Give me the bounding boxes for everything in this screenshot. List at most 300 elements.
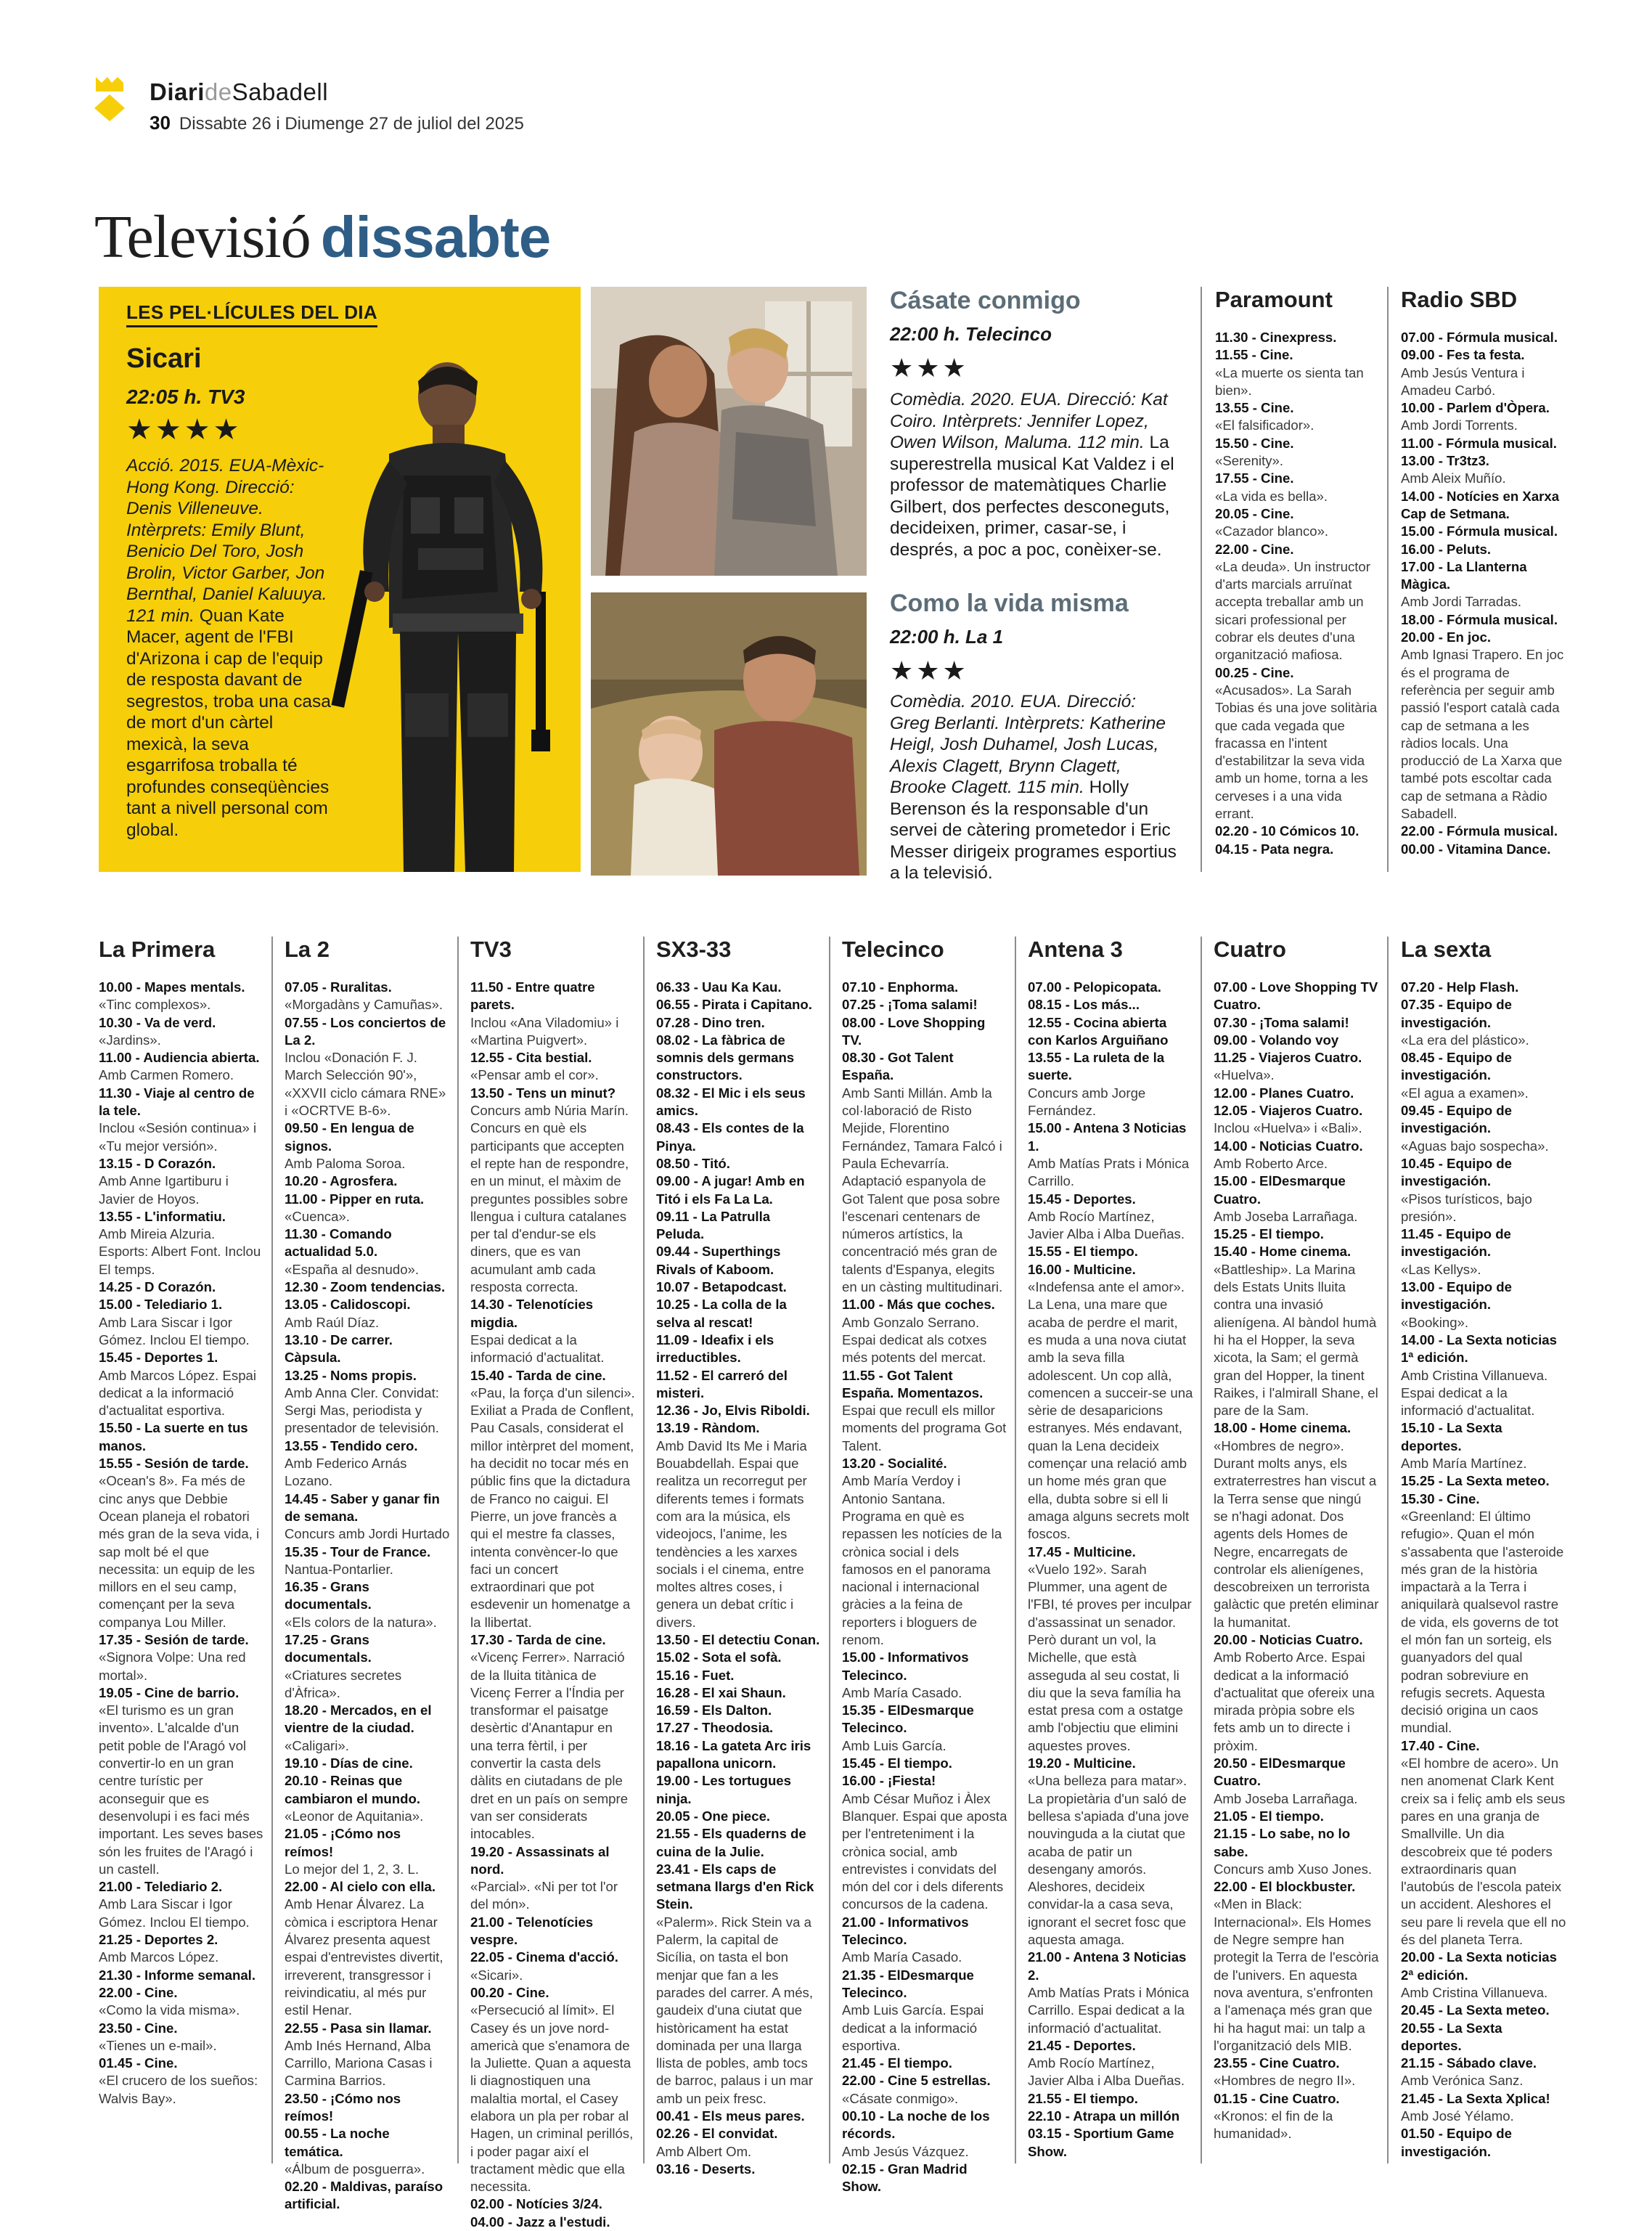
program-entry	[842, 1702, 1007, 1755]
program-time-title: 21.55 - Els quaderns de cuina de la Julie.	[656, 1826, 806, 1859]
film-description: Comèdia. 2010. EUA. Direcció: Greg Berlanti. Intèrprets: Katherine Heigl, Josh Duhamel, Josh Lucas, Alexis Clagett, Brynn Clagett, Brooke Clagett. 115 min. Holly Berenson és la responsable d'un servei de càtering prometedor i Eric Messer dirigeix programes esportius a la televisió.	[890, 692, 1177, 883]
program-list	[1028, 979, 1193, 2161]
program-entry	[99, 1155, 264, 1208]
channel-radio-sbd	[1401, 287, 1566, 858]
program-time-title: 15.10 - La Sexta deportes.	[1401, 1420, 1502, 1453]
program-entry	[470, 979, 636, 1049]
program-description: «El turismo es un gran invento». L'alcalde d'un petit poble de l'Aragó vol convertir-lo en un gran centre turístic per aconseguir que es desenvolupi i es faci més important. Les seves bases són les fruites de l'Aragó i un castell.	[99, 1702, 263, 1877]
program-time-title: 13.05 - Calidoscopi.	[285, 1297, 411, 1313]
program-time-title: 00.55 - La noche temática.	[285, 2126, 390, 2159]
program-entry	[1401, 1472, 1566, 1490]
program-entry	[470, 1914, 636, 1949]
program-entry	[842, 979, 1007, 996]
program-entry	[656, 1032, 822, 1085]
program-time-title: 12.00 - Planes Cuatro.	[1214, 1085, 1354, 1101]
program-entry	[285, 1119, 450, 1172]
program-description: Nantua-Pontarlier.	[285, 1561, 393, 1577]
program-entry	[1214, 1138, 1379, 1173]
program-time-title: 15.00 - Telediario 1.	[99, 1297, 223, 1313]
program-entry	[1028, 2090, 1193, 2108]
featured-film-box	[99, 287, 581, 872]
program-time-title: 08.43 - Els contes de la Pinya.	[656, 1120, 804, 1154]
program-time-title: 10.25 - La colla de la selva al rescat!	[656, 1297, 787, 1330]
program-time-title: 08.45 - Equipo de investigación.	[1401, 1050, 1512, 1083]
program-description: Amb Rocío Martínez, Javier Alba i Alba Dueñas.	[1028, 2055, 1185, 2089]
program-time-title: 14.25 - D Corazón.	[99, 1279, 216, 1295]
program-entry	[285, 2125, 450, 2178]
program-time-title: 15.35 - ElDesmarque Telecinco.	[842, 1702, 974, 1736]
program-list	[1401, 329, 1566, 858]
program-entry	[842, 1049, 1007, 1296]
program-description: Amb Anna Cler. Convidat: Sergi Mas, periodista y presentador de televisión.	[285, 1384, 439, 1436]
program-description: «Greenland: El último refugio». Quan el món s'assabenta que l'asteroide més gran de la història impactarà a la Terra i aniquilarà qualsevol rastre de vida, els governs de tot el món fan un sorteig, els guanyadors del qual podran sobreviure en refugis secrets. Aquesta decisió origina un caos mundial.	[1401, 1508, 1564, 1736]
program-time-title: 19.05 - Cine de barrio.	[99, 1684, 240, 1700]
program-description: «La vida es bella».	[1215, 488, 1328, 504]
program-entry	[656, 1861, 822, 2108]
program-time-title: 19.00 - Les tortugues ninja.	[656, 1773, 791, 1806]
program-time-title: 15.35 - Tour de France.	[285, 1543, 431, 1559]
program-entry	[1401, 488, 1566, 523]
program-entry	[99, 2055, 264, 2108]
channel-name: La 2	[285, 937, 330, 962]
program-entry	[1401, 2125, 1566, 2161]
program-time-title: 11.00 - Fórmula musical.	[1401, 435, 1557, 451]
program-time-title: 15.45 - Deportes 1.	[99, 1350, 218, 1366]
program-description: Amb Jordi Torrents.	[1401, 417, 1518, 433]
program-entry	[1214, 2090, 1379, 2143]
program-entry	[285, 1772, 450, 1825]
program-description: «Huelva».	[1214, 1067, 1275, 1083]
program-time-title: 21.15 - Sábado clave.	[1401, 2055, 1537, 2071]
channel-telecinco	[842, 937, 1007, 2195]
program-time-title: 17.55 - Cine.	[1215, 470, 1294, 486]
program-entry	[470, 1843, 636, 1914]
program-time-title: 09.00 - A jugar! Amb en Titó i els Fa La La.	[656, 1173, 805, 1207]
program-entry	[1401, 346, 1566, 399]
program-description: Amb Albert Om.	[656, 2143, 752, 2159]
program-time-title: 16.35 - Grans documentals.	[285, 1579, 372, 1612]
column-divider	[457, 937, 459, 2163]
program-time-title: 15.50 - La suerte en tus manos.	[99, 1420, 248, 1453]
program-entry	[285, 1825, 450, 1878]
program-time-title: 15.45 - Deportes.	[1028, 1191, 1136, 1207]
program-entry	[842, 2072, 1007, 2108]
page-number: 30	[150, 112, 171, 134]
program-entry	[1215, 823, 1378, 840]
program-list	[842, 979, 1007, 2195]
program-entry	[842, 2108, 1007, 2161]
program-time-title: 18.16 - La gateta Arc iris papallona unicorn.	[656, 1737, 811, 1771]
program-time-title: 13.55 - La ruleta de la suerte.	[1028, 1050, 1165, 1083]
soldier-photo	[324, 352, 581, 872]
program-time-title: 07.35 - Equipo de investigación.	[1401, 997, 1512, 1030]
program-time-title: 14.00 - Noticias Cuatro.	[1214, 1138, 1363, 1154]
program-description: «Signora Volpe: Una red mortal».	[99, 1649, 246, 1683]
program-entry	[285, 1490, 450, 1543]
program-entry	[285, 1878, 450, 2019]
program-time-title: 13.10 - De carrer. Càpsula.	[285, 1331, 393, 1366]
channel-la-sexta	[1401, 937, 1566, 2161]
program-time-title: 13.20 - Socialité.	[842, 1456, 947, 1472]
program-time-title: 20.10 - Reinas que cambiaron el mundo.	[285, 1773, 420, 1806]
program-time-title: 11.09 - Ideafix i els irreductibles.	[656, 1331, 774, 1366]
program-description: Amb Cristina Villanueva.	[1401, 1984, 1548, 2000]
program-entry	[1401, 329, 1566, 346]
program-description: «Leonor de Aquitania».	[285, 1808, 424, 1824]
program-time-title: 20.00 - Noticias Cuatro.	[1214, 1631, 1363, 1647]
program-entry	[842, 2055, 1007, 2072]
program-description: «Persecució al límit». El Casey és un jove nord-americà que s'enamora de la Juliette. Quan a aquesta li diagnostiquen una malaltia mortal, el Casey elabora un pla per robar al Hagen, un criminal perillós, i poder pagar així el tractament mèdic que ella necessita.	[470, 2002, 634, 2195]
program-time-title: 10.30 - Va de verd.	[99, 1014, 216, 1030]
program-time-title: 00.00 - Vitamina Dance.	[1401, 841, 1551, 857]
program-description: Amb Cristina Villanueva. Espai dedicat a la informació d'actualitat.	[1401, 1367, 1548, 1419]
program-entry	[656, 1825, 822, 1861]
program-entry	[99, 1984, 264, 2020]
program-entry	[656, 1243, 822, 1278]
program-description: «Parcial». «Ni per tot l'or del món».	[470, 1879, 618, 1912]
program-entry	[470, 1631, 636, 1843]
program-list	[99, 979, 264, 2108]
program-time-title: 11.30 - Comando actualidad 5.0.	[285, 1226, 392, 1260]
program-description: «La muerte os sienta tan bien».	[1215, 364, 1364, 398]
program-time-title: 23.41 - Els caps de setmana llargs d'en Rick Stein.	[656, 1861, 814, 1912]
program-time-title: 07.05 - Ruralitas.	[285, 979, 392, 995]
program-description: «Men in Black: Internacional». Els Homes de Negre sempre han protegit la Terra de l'escòria de l'univers. En aquesta nova aventura, s'enfronten a l'amenaça més gran que hi ha hagut mai: un talp a l'organització dels MIB.	[1214, 1896, 1379, 2053]
program-description: «Pisos turísticos, bajo presión».	[1401, 1191, 1532, 1224]
program-entry	[470, 1984, 636, 2196]
program-description: Amb Santi Millán. Amb la col·laboració de Risto Mejide, Florentino Fernández, Tamara Falcó i Paula Echevarría. Adaptació espanyola de Got Talent que posa sobre l'escenari centenars de números artístics, la concentració més gran de talents d'Espanya, elegits en un càsting multitudinari.	[842, 1085, 1003, 1295]
masthead-name: DiarideSabadell	[150, 78, 329, 105]
program-time-title: 22.00 - El blockbuster.	[1214, 1879, 1356, 1895]
program-entry	[1401, 2055, 1566, 2090]
program-time-title: 21.00 - Telediario 2.	[99, 1879, 223, 1895]
program-description: Inclou «Ana Viladomiu» i «Martina Puigvert».	[470, 1014, 619, 1048]
program-time-title: 22.00 - Cine.	[99, 1984, 178, 2000]
program-time-title: 14.00 - Notícies en Xarxa Cap de Setmana.	[1401, 488, 1560, 521]
program-entry	[1401, 2020, 1566, 2055]
program-time-title: 17.40 - Cine.	[1401, 1737, 1480, 1753]
program-time-title: 19.20 - Multicine.	[1028, 1755, 1136, 1771]
program-entry	[285, 1631, 450, 1702]
program-description: Amb Carmen Romero.	[99, 1067, 234, 1083]
program-time-title: 11.25 - Viajeros Cuatro.	[1214, 1050, 1362, 1066]
program-description: «Kronos: el fin de la humanidad».	[1214, 2108, 1333, 2142]
program-time-title: 15.30 - Cine.	[1401, 1490, 1480, 1506]
column-divider	[1387, 287, 1389, 872]
program-entry	[656, 1296, 822, 1331]
program-time-title: 15.40 - Tarda de cine.	[470, 1367, 606, 1383]
program-entry	[285, 1702, 450, 1755]
program-time-title: 21.00 - Informativos Telecinco.	[842, 1914, 969, 1948]
program-entry	[285, 1543, 450, 1579]
program-time-title: 04.00 - Jazz a l'estudi.	[470, 2214, 610, 2230]
program-time-title: 11.45 - Equipo de investigación.	[1401, 1226, 1511, 1260]
program-entry	[1401, 841, 1566, 858]
program-time-title: 13.00 - Equipo de investigación.	[1401, 1279, 1512, 1313]
program-time-title: 15.25 - La Sexta meteo.	[1401, 1473, 1550, 1489]
film-photo-casate-conmigo	[591, 287, 867, 576]
program-time-title: 10.00 - Parlem d'Òpera.	[1401, 400, 1550, 416]
program-entry	[1214, 1808, 1379, 1825]
program-time-title: 13.55 - Cine.	[1215, 400, 1294, 416]
program-time-title: 22.00 - Cine.	[1215, 541, 1294, 557]
program-time-title: 16.59 - Els Dalton.	[656, 1702, 772, 1718]
column-divider	[1201, 287, 1202, 872]
program-time-title: 17.30 - Tarda de cine.	[470, 1631, 606, 1647]
program-entry	[1215, 664, 1378, 823]
program-entry	[656, 1419, 822, 1631]
program-description: Amb Lara Siscar i Igor Gómez. Inclou El tiempo.	[99, 1896, 250, 1930]
program-time-title: 22.05 - Cinema d'acció.	[470, 1949, 618, 1965]
program-entry	[1215, 399, 1378, 435]
program-entry	[656, 1684, 822, 1702]
program-time-title: 10.07 - Betapodcast.	[656, 1279, 787, 1295]
program-entry	[1214, 1049, 1379, 1085]
program-entry	[1401, 1049, 1566, 1102]
program-list	[656, 979, 822, 2178]
column-divider	[1201, 937, 1202, 2163]
program-entry	[285, 1225, 450, 1278]
program-time-title: 14.45 - Saber y ganar fin de semana.	[285, 1490, 440, 1524]
program-time-title: 07.00 - Love Shopping TV Cuatro.	[1214, 979, 1378, 1013]
program-description: Amb Anne Igartiburu i Javier de Hoyos.	[99, 1173, 229, 1207]
program-entry	[842, 1296, 1007, 1366]
channel-tv3	[470, 937, 636, 2231]
program-entry	[656, 996, 822, 1013]
channel-name: Cuatro	[1214, 937, 1286, 962]
issue-date: Dissabte 26 i Diumenge 27 de juliol del 2025	[179, 114, 524, 134]
channel-name: La Primera	[99, 937, 216, 962]
program-entry	[1401, 523, 1566, 540]
program-time-title: 11.50 - Entre quatre parets.	[470, 979, 595, 1013]
program-time-title: 12.36 - Jo, Elvis Riboldi.	[656, 1403, 810, 1419]
program-time-title: 00.10 - La noche de los récords.	[842, 2108, 990, 2142]
program-time-title: 11.00 - Pipper en ruta.	[285, 1191, 425, 1207]
program-entry	[1401, 1949, 1566, 2002]
program-entry	[656, 2108, 822, 2125]
program-entry	[1401, 399, 1566, 435]
program-time-title: 18.00 - Fórmula musical.	[1401, 611, 1558, 627]
program-entry	[656, 1737, 822, 1773]
program-entry	[285, 2178, 450, 2214]
program-time-title: 15.40 - Home cinema.	[1214, 1244, 1352, 1260]
program-time-title: 09.00 - Fes ta festa.	[1401, 347, 1525, 363]
program-time-title: 15.00 - ElDesmarque Cuatro.	[1214, 1173, 1346, 1207]
program-description: Amb Matías Prats i Mónica Carrillo. Espai dedicat a la informació d'actualitat.	[1028, 1984, 1190, 2036]
program-description: Amb Raúl Díaz.	[285, 1314, 380, 1330]
program-description: «Vuelo 192». Sarah Plummer, una agent de l'FBI, té proves per inculpar d'assassinat un senador. Però durant un vol, la Michelle, que està asseguda al seu costat, li diu que la seva família ha estat presa com a ostatge amb l'objectiu que elimini aquestes proves.	[1028, 1561, 1192, 1753]
program-time-title: 20.05 - Cine.	[1215, 505, 1294, 521]
program-entry	[1215, 329, 1378, 346]
program-time-title: 10.00 - Mapes mentals.	[99, 979, 245, 995]
program-time-title: 09.45 - Equipo de investigación.	[1401, 1103, 1512, 1136]
program-time-title: 17.27 - Theodosia.	[656, 1720, 774, 1736]
program-entry	[99, 1349, 264, 1419]
program-entry	[1214, 1172, 1379, 1225]
program-description: Concurs amb Núria Marín. Concurs en què els participants que accepten el repte han de respondre, en un minut, el màxim de preguntes possibles sobre llengua i cultura catalanes per tal d'endur-se els diners, que es van acumulant amb cada resposta correcta.	[470, 1103, 629, 1295]
program-time-title: 12.55 - Cocina abierta con Karlos Arguiñano	[1028, 1014, 1169, 1048]
program-description: «Pau, la força d'un silenci». Exiliat a Prada de Conflent, Pau Casals, considerat el millor intèrpret del moment, ha decidit no tocar més en públic fins que la dictadura de Franco no caigui. El Pierre, un jove francès a qui el mestre fa classes, intenta convèncer-lo que faci un concert extraordinari que pot esdevenir un homenatge a la llibertat.	[470, 1384, 635, 1630]
program-time-title: 22.10 - Atrapa un millón	[1028, 2108, 1180, 2124]
program-time-title: 20.00 - En joc.	[1401, 629, 1492, 645]
program-entry	[470, 1367, 636, 1631]
program-description: «Ocean's 8». Fa més de cinc anys que Debbie Ocean planeja el robatori més gran de la seva vida, i sap molt bé el que necessita: un equip de les millors en el seu camp, començant per la seva companya Lou Miller.	[99, 1473, 260, 1630]
program-description: «Palerm». Rick Stein va a Palerm, la capital de Sicília, on tasta el bon menjar que fan a les parades del carrer. A més, gaudeix d'una ciutat que històricament ha estat dominada per una llarga llista de pobles, amb tocs de barroc, palaus i un mar amb un peix fresc.	[656, 1914, 814, 2106]
program-time-title: 23.50 - Cine.	[99, 2020, 178, 2036]
program-description: «Hombres de negro II».	[1214, 2073, 1356, 2089]
channel-name: Telecinco	[842, 937, 944, 962]
program-entry	[1214, 1085, 1379, 1102]
channel-name: TV3	[470, 937, 512, 962]
featured-description: Acció. 2015. EUA-Mèxic-Hong Kong. Direcció: Denis Villeneuve. Intèrprets: Emily Blunt, Benicio Del Toro, Josh Brolin, Victor Garber, Jon Bernthal, Daniel Kaluuya. 121 min. Quan Kate Macer, agent de l'FBI d'Arizona i cap de l'equip de resposta davant de segrestos, troba una casa de mort d'un càrtel mexicà, la seva esgarrifosa troballa té profundes conseqüències tant a nivell personal com global.	[126, 456, 331, 840]
program-description: «Indefensa ante el amor». La Lena, una mare que acaba de perdre el marit, es muda a una nova ciutat amb la seva filla adolescent. Un cop allà, comencen a succeir-se una sèrie de desaparicions estranyes. Més endavant, quan la Lena decideix començar una relació amb un home més gran que ella, dubta sobre si ell li amaga alguns secrets molt foscos.	[1028, 1279, 1193, 1542]
program-entry	[1028, 2037, 1193, 2090]
program-time-title: 20.00 - La Sexta noticias 2ª edición.	[1401, 1949, 1557, 1983]
program-time-title: 02.20 - Maldivas, paraíso artificial.	[285, 2179, 443, 2212]
program-description: Espai que recull els millor moments del programa Got Talent.	[842, 1403, 1007, 1453]
program-entry	[1401, 823, 1566, 840]
program-description: «Como la vida misma».	[99, 2002, 240, 2018]
program-time-title: 14.30 - Telenotícies migdia.	[470, 1297, 594, 1330]
channel-name: Radio SBD	[1401, 287, 1518, 312]
program-time-title: 23.50 - ¡Cómo nos reímos!	[285, 2090, 401, 2124]
featured-rating-stars: ★★★★	[126, 414, 242, 446]
program-description: Amb Marcos López. Espai dedicat a la informació d'actualitat esportiva.	[99, 1367, 257, 1419]
program-entry	[99, 1278, 264, 1296]
program-time-title: 21.45 - Deportes.	[1028, 2037, 1136, 2053]
program-description: Amb Aleix Muñío.	[1401, 470, 1506, 486]
program-list	[470, 979, 636, 2231]
program-entry	[285, 1191, 450, 1226]
program-entry	[285, 1437, 450, 1490]
program-time-title: 03.15 - Sportium Game Show.	[1028, 2126, 1174, 2159]
program-time-title: 11.55 - Cine.	[1215, 347, 1293, 363]
program-entry	[285, 2090, 450, 2126]
program-time-title: 21.00 - Telenotícies vespre.	[470, 1914, 594, 1948]
program-description: Concurs amb Jordi Hurtado	[285, 1526, 450, 1542]
diari-logo-icon	[93, 76, 126, 122]
program-entry	[1214, 1631, 1379, 1755]
program-entry	[1215, 505, 1378, 541]
program-entry	[470, 1296, 636, 1366]
film-description: Comèdia. 2020. EUA. Direcció: Kat Coiro. Intèrprets: Jennifer Lopez, Owen Wilson, Maluma. 112 min. La superestrella musical Kat Valdez i el professor de matemàtiques Charlie Gilbert, dos perfectes desconeguts, decideixen, primer, casar-se, i després, a poc a poc, conèixer-se.	[890, 390, 1174, 560]
program-entry	[1028, 1949, 1193, 2036]
program-description: «Battleship». La Marina dels Estats Units lluita contra una invasió alienígena. Al bàndol humà hi ha el Hopper, la seva xicota, la Sam; el germà gran del Hopper, la tinent Raikes, i l'almirall Shane, el pare de la Sam.	[1214, 1261, 1378, 1419]
program-time-title: 09.44 - Superthings Rivals of Kaboom.	[656, 1244, 781, 1277]
film-time: 22:00 h. La 1	[890, 626, 1004, 648]
program-description: Amb Federico Arnás Lozano.	[285, 1456, 407, 1489]
program-time-title: 01.50 - Equipo de investigación.	[1401, 2126, 1512, 2159]
program-entry	[1028, 1119, 1193, 1190]
program-entry	[1215, 541, 1378, 664]
program-entry	[656, 1155, 822, 1172]
program-entry	[1401, 611, 1566, 629]
program-entry	[842, 1772, 1007, 1913]
channel-sx3-33	[656, 937, 822, 2178]
program-entry	[1028, 1014, 1193, 1050]
program-entry	[285, 1755, 450, 1772]
program-time-title: 07.20 - Help Flash.	[1401, 979, 1519, 995]
program-description: Amb José Yélamo.	[1401, 2108, 1514, 2124]
program-entry	[1401, 2002, 1566, 2019]
program-time-title: 11.00 - Más que coches.	[842, 1297, 995, 1313]
program-description: Inclou «Sesión continua» i «Tu mejor versión».	[99, 1120, 257, 1154]
program-description: «Cuenca».	[285, 1208, 350, 1224]
program-entry	[842, 1455, 1007, 1649]
program-entry	[1214, 1243, 1379, 1419]
program-time-title: 02.20 - 10 Cómicos 10.	[1215, 823, 1359, 839]
program-description: Inclou «Huelva» i «Bali».	[1214, 1120, 1362, 1136]
program-description: Amb Paloma Soroa.	[285, 1155, 406, 1171]
program-entry	[656, 2125, 822, 2161]
program-entry	[1215, 435, 1378, 470]
program-entry	[842, 2161, 1007, 2196]
program-entry	[656, 979, 822, 996]
program-time-title: 02.26 - El convidat.	[656, 2126, 778, 2142]
program-time-title: 20.55 - La Sexta deportes.	[1401, 2020, 1502, 2053]
program-time-title: 15.00 - Antena 3 Noticias 1.	[1028, 1120, 1187, 1154]
program-entry	[1401, 996, 1566, 1049]
program-description: Amb Inés Hernand, Alba Carrillo, Mariona Casas i Carmina Barrios.	[285, 2037, 433, 2089]
channel-la-2	[285, 937, 450, 2214]
program-time-title: 21.55 - El tiempo.	[1028, 2090, 1138, 2106]
program-list	[1215, 329, 1378, 858]
program-time-title: 15.55 - Sesión de tarde.	[99, 1456, 249, 1472]
program-description: Amb María Casado.	[842, 1949, 962, 1965]
program-time-title: 22.00 - Cine 5 estrellas.	[842, 2073, 991, 2089]
film-title: Cásate conmigo	[890, 287, 1081, 314]
program-description: «Pensar amb el cor».	[470, 1067, 599, 1083]
program-entry	[656, 1014, 822, 1032]
program-time-title: 07.25 - ¡Toma salami!	[842, 997, 978, 1013]
program-entry	[1028, 996, 1193, 1013]
program-description: «Criatures secretes d'Àfrica».	[285, 1667, 402, 1700]
program-entry	[842, 996, 1007, 1013]
program-time-title: 01.45 - Cine.	[99, 2055, 178, 2071]
program-description: Amb Roberto Arce. Espai dedicat a la informació d'actualitat que ofereix una mirada pròpia sobre els fets amb un to directe i pròxim.	[1214, 1649, 1375, 1753]
program-time-title: 19.20 - Assassinats al nord.	[470, 1843, 610, 1877]
program-time-title: 15.16 - Fuet.	[656, 1667, 735, 1683]
program-time-title: 08.02 - La fàbrica de somnis dels germans constructors.	[656, 1032, 795, 1083]
program-time-title: 13.00 - Tr3tz3.	[1401, 453, 1489, 469]
program-entry	[1401, 1737, 1566, 1949]
film-rating-stars: ★★★	[890, 656, 969, 685]
program-time-title: 06.33 - Uau Ka Kau.	[656, 979, 782, 995]
program-entry	[99, 2020, 264, 2055]
program-entry	[1214, 1755, 1379, 1808]
program-description: «Sicari».	[470, 1967, 523, 1983]
program-description: Amb Marcos López.	[99, 1949, 219, 1965]
column-divider	[829, 937, 830, 2163]
program-description: «Vicenç Ferrer». Narració de la lluita titànica de Vicenç Ferrer a l'Índia per transformar el paisatge desèrtic d'Anantapur en una terra fèrtil, i per convertir la casta dels dàlits en ciutadans de ple dret en un país on sempre van ser considerats intocables.	[470, 1649, 629, 1842]
featured-time: 22:05 h. TV3	[126, 386, 245, 408]
program-entry	[1028, 1191, 1193, 1244]
program-entry	[1401, 1419, 1566, 1472]
program-entry	[1401, 452, 1566, 488]
program-entry	[656, 1085, 822, 1120]
program-time-title: 21.35 - ElDesmarque Telecinco.	[842, 1967, 974, 2000]
program-time-title: 14.00 - La Sexta noticias 1ª edición.	[1401, 1331, 1557, 1366]
program-description: Espai dedicat a la informació d'actualitat.	[470, 1331, 605, 1366]
program-entry	[1401, 1278, 1566, 1331]
program-description: Amb Roberto Arce.	[1214, 1155, 1328, 1171]
program-time-title: 13.55 - Tendido cero.	[285, 1437, 418, 1453]
program-time-title: 08.15 - Los más...	[1028, 997, 1140, 1013]
program-entry	[842, 1914, 1007, 1967]
program-entry	[1401, 1102, 1566, 1155]
program-time-title: 11.30 - Cinexpress.	[1215, 330, 1337, 345]
program-time-title: 02.15 - Gran Madrid Show.	[842, 2161, 968, 2195]
